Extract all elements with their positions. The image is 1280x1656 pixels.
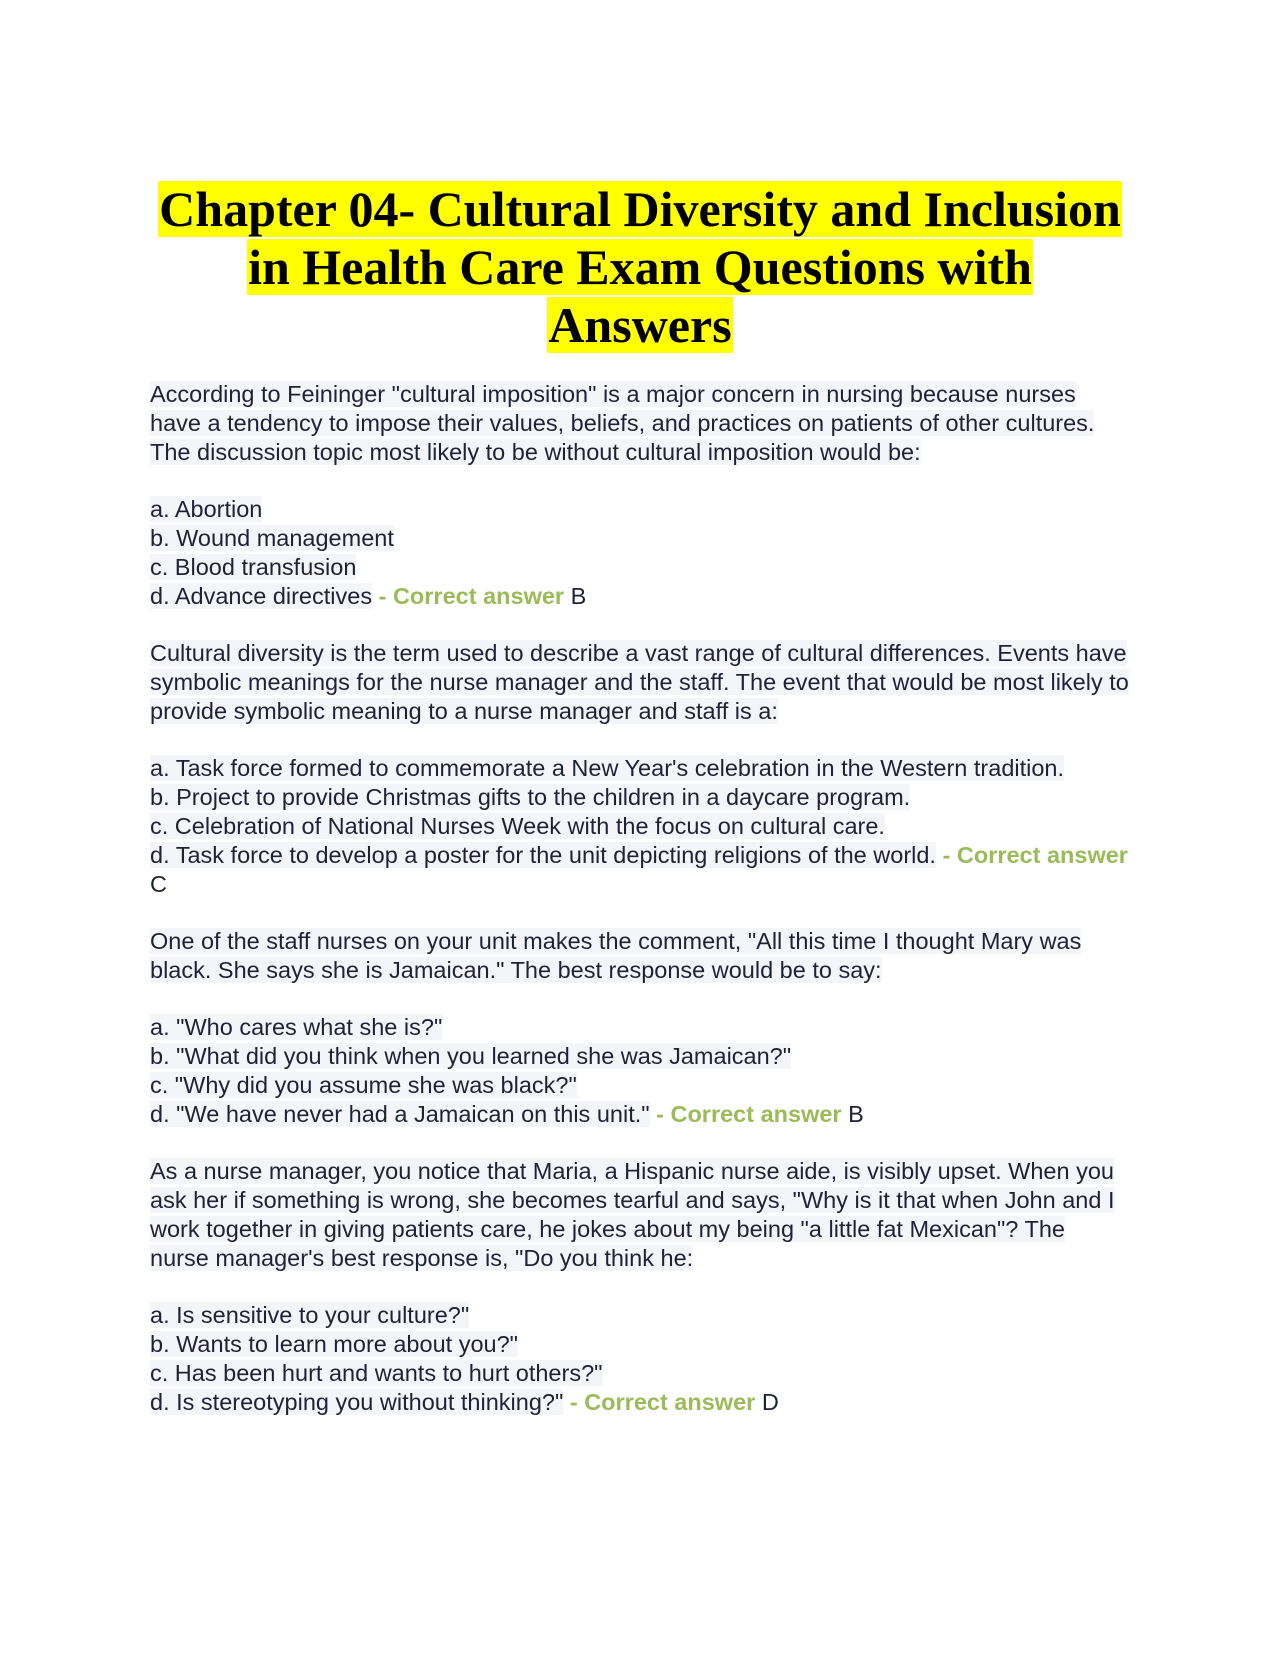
option-d: d. Advance directives - Correct answer B bbox=[150, 583, 587, 609]
correct-answer-label: - Correct answer bbox=[569, 1389, 756, 1415]
option-a: a. "Who cares what she is?" bbox=[150, 1014, 443, 1040]
question-block bbox=[150, 639, 1130, 899]
question-text: Cultural diversity is the term used to describe a vast range of cultural differences. Events have symbolic meanings for the nurse manager and the staff. The event that would be most likely to provide symbolic meaning to a nurse manager and staff is a: bbox=[150, 640, 1129, 724]
question-text: One of the staff nurses on your unit makes the comment, "All this time I thought Mary was black. She says she is Jamaican." The best response would be to say: bbox=[150, 928, 1082, 983]
answer-options bbox=[150, 1301, 1130, 1417]
option-a: a. Task force formed to commemorate a New Year's celebration in the Western tradition. bbox=[150, 755, 1065, 781]
option-a: a. Is sensitive to your culture?" bbox=[150, 1302, 470, 1328]
title-line-2: in Health Care Exam Questions with bbox=[248, 239, 1032, 295]
correct-answer-label: - Correct answer bbox=[378, 583, 565, 609]
answer-options bbox=[150, 495, 1130, 611]
answer-options bbox=[150, 754, 1130, 899]
questions-list bbox=[150, 380, 1130, 1445]
option-b: b. Project to provide Christmas gifts to the children in a daycare program. bbox=[150, 784, 911, 810]
question-text: According to Feininger "cultural imposition" is a major concern in nursing because nurses have a tendency to impose their values, beliefs, and practices on patients of other cultures. The discussion topic most likely to be without cultural imposition would be: bbox=[150, 381, 1095, 465]
title-line-1: Chapter 04- Cultural Diversity and Inclusion bbox=[159, 181, 1121, 237]
option-b: b. Wound management bbox=[150, 525, 394, 551]
question-text: As a nurse manager, you notice that Maria, a Hispanic nurse aide, is visibly upset. When you ask her if something is wrong, she becomes tearful and says, "Why is it that when John and I work together in giving patients care, he jokes about my being "a little fat Mexican"? The nurse manager's best response is, "Do you think he: bbox=[150, 1158, 1115, 1271]
option-a: a. Abortion bbox=[150, 496, 263, 522]
option-d: d. Task force to develop a poster for the unit depicting religions of the world. - Correct answer C bbox=[150, 842, 1128, 897]
correct-answer-label: - Correct answer bbox=[942, 842, 1128, 868]
option-c: c. "Why did you assume she was black?" bbox=[150, 1072, 577, 1098]
option-d: d. Is stereotyping you without thinking?" - Correct answer D bbox=[150, 1389, 779, 1415]
correct-answer-value: D bbox=[761, 1389, 779, 1415]
option-c: c. Celebration of National Nurses Week with the focus on cultural care. bbox=[150, 813, 885, 839]
title-line-3: Answers bbox=[548, 297, 732, 353]
question-block bbox=[150, 1157, 1130, 1417]
question-block bbox=[150, 380, 1130, 611]
option-d: d. "We have never had a Jamaican on this unit." - Correct answer B bbox=[150, 1101, 864, 1127]
correct-answer-value: B bbox=[848, 1101, 864, 1127]
correct-answer-label: - Correct answer bbox=[656, 1101, 842, 1127]
option-b: b. "What did you think when you learned she was Jamaican?" bbox=[150, 1043, 792, 1069]
document-title bbox=[140, 180, 1140, 354]
option-c: c. Has been hurt and wants to hurt others?" bbox=[150, 1360, 603, 1386]
answer-options bbox=[150, 1013, 1130, 1129]
correct-answer-value: B bbox=[570, 583, 587, 609]
option-b: b. Wants to learn more about you?" bbox=[150, 1331, 519, 1357]
correct-answer-value: C bbox=[150, 871, 167, 897]
question-block bbox=[150, 927, 1130, 1129]
option-c: c. Blood transfusion bbox=[150, 554, 357, 580]
